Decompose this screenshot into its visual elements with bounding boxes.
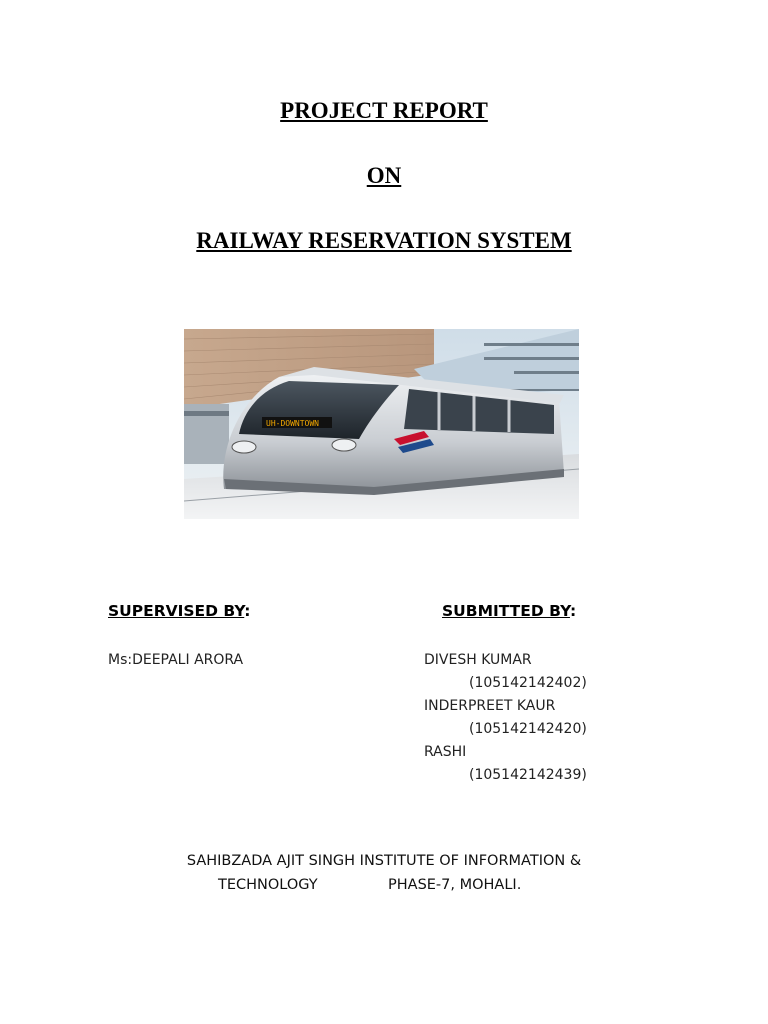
report-title-on: ON: [366, 163, 402, 188]
student-name: DIVESH KUMAR: [424, 652, 532, 668]
supervisor-name: Ms:DEEPALI ARORA: [108, 652, 244, 668]
student-roll: (105142142402): [469, 675, 587, 691]
submitted-by-label: SUBMITTED BY: [442, 602, 570, 620]
supervised-by-heading: [108, 602, 250, 620]
student-roll: (105142142439): [469, 767, 587, 783]
supervised-by-label: SUPERVISED BY: [108, 602, 245, 620]
supervised-by-colon: :: [244, 602, 251, 620]
submitted-by-heading: [442, 602, 576, 620]
institute-name-cont: TECHNOLOGY: [218, 877, 318, 893]
report-title: PROJECT REPORT: [280, 98, 488, 123]
submitted-by-colon: :: [569, 602, 577, 620]
student-roll: (105142142420): [469, 721, 587, 737]
destination-sign: UH-DOWNTOWN: [266, 419, 319, 428]
train-photo: [184, 329, 579, 519]
institute-name: SAHIBZADA AJIT SINGH INSTITUTE OF INFORMATION &: [186, 853, 582, 869]
student-name: RASHI: [424, 744, 467, 760]
project-name: RAILWAY RESERVATION SYSTEM: [196, 228, 572, 253]
institute-address: PHASE-7, MOHALI.: [388, 877, 522, 893]
student-name: INDERPREET KAUR: [424, 698, 556, 714]
